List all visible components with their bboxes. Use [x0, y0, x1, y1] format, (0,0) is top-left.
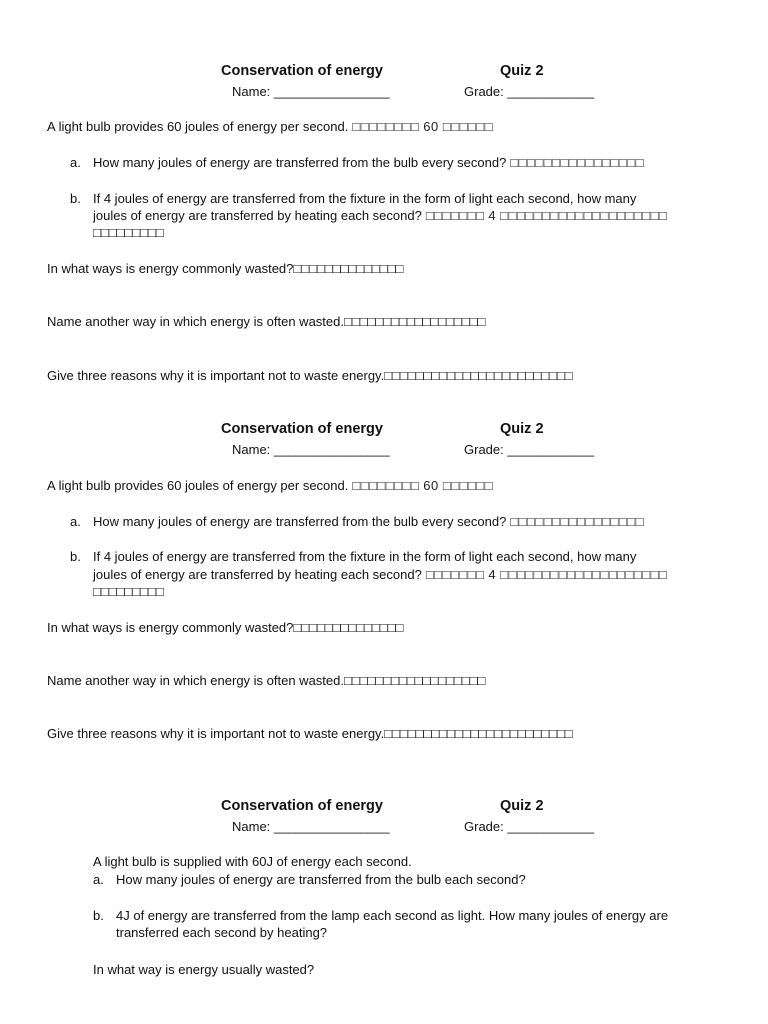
- grade-field[interactable]: Grade: ____________: [464, 442, 595, 457]
- question-b-line2: [93, 567, 667, 582]
- question-reasons-translation: □□□□□□□□□□□□□□□□□□□□□□□□: [384, 726, 573, 741]
- question-b-line2: [93, 208, 667, 223]
- question-b-text: joules of energy are transferred by heating each second?: [93, 567, 422, 582]
- question-b-line1: If 4 joules of energy are transferred from the fixture in the form of light each second, how many: [93, 549, 637, 564]
- question-a-translation: □□□□□□□□□□□□□□□□: [510, 514, 644, 529]
- intro-question: [47, 119, 493, 134]
- question-another-way: [47, 314, 485, 329]
- question-another-text: Name another way in which energy is often wasted.: [47, 314, 344, 329]
- question-a-text: How many joules of energy are transferred from the bulb every second?: [93, 514, 507, 529]
- question-reasons: [47, 726, 573, 741]
- quiz-title: Conservation of energy: [221, 798, 383, 814]
- question-b-text: joules of energy are transferred by heating each second?: [93, 208, 422, 223]
- question-a-letter: a.: [70, 155, 81, 170]
- question-another-way: [47, 673, 485, 688]
- question-a: [93, 514, 644, 529]
- question-a-letter: a.: [70, 514, 81, 529]
- quiz-number: Quiz 2: [500, 63, 544, 79]
- question-b-translation: □□□□□□□ 4 □□□□□□□□□□□□□□□□□□□□: [425, 208, 668, 223]
- name-field[interactable]: Name: ________________: [232, 819, 390, 834]
- question-b-line1: 4J of energy are transferred from the lamp each second as light. How many joules of energy are: [116, 908, 669, 923]
- question-waste-translation: □□□□□□□□□□□□□□: [293, 261, 404, 276]
- question-b-line1: If 4 joules of energy are transferred from the fixture in the form of light each second, how many: [93, 191, 637, 206]
- question-reasons-text: Give three reasons why it is important not to waste energy.: [47, 726, 385, 741]
- question-b-translation: □□□□□□□ 4 □□□□□□□□□□□□□□□□□□□□: [425, 567, 668, 582]
- question-waste: [47, 261, 403, 276]
- question-waste: [47, 620, 403, 635]
- question-a: [93, 155, 644, 170]
- question-b-letter: b.: [70, 549, 81, 564]
- name-field[interactable]: Name: ________________: [232, 84, 390, 99]
- question-another-text: Name another way in which energy is often wasted.: [47, 673, 344, 688]
- question-a-translation: □□□□□□□□□□□□□□□□: [510, 155, 644, 170]
- quiz-title: Conservation of energy: [221, 421, 383, 437]
- question-reasons-translation: □□□□□□□□□□□□□□□□□□□□□□□□: [384, 368, 573, 383]
- question-a-text: How many joules of energy are transferred from the bulb every second?: [93, 155, 507, 170]
- name-field[interactable]: Name: ________________: [232, 442, 390, 457]
- intro-text: A light bulb provides 60 joules of energy per second.: [47, 478, 349, 493]
- question-reasons: [47, 368, 573, 383]
- quiz-number: Quiz 2: [500, 798, 544, 814]
- grade-field[interactable]: Grade: ____________: [464, 84, 595, 99]
- intro-translation: □□□□□□□□ 60 □□□□□□: [352, 119, 493, 134]
- quiz-title: Conservation of energy: [221, 63, 383, 79]
- intro-question: [47, 478, 493, 493]
- question-a-letter: a.: [93, 872, 104, 887]
- question-waste-text: In what ways is energy commonly wasted?: [47, 620, 294, 635]
- question-another-translation: □□□□□□□□□□□□□□□□□□: [344, 673, 486, 688]
- intro-question: A light bulb is supplied with 60J of energy each second.: [93, 854, 412, 869]
- question-b-line2: transferred each second by heating?: [116, 925, 328, 940]
- question-waste-text: In what ways is energy commonly wasted?: [47, 261, 294, 276]
- intro-text: A light bulb provides 60 joules of energy per second.: [47, 119, 349, 134]
- question-another-translation: □□□□□□□□□□□□□□□□□□: [344, 314, 486, 329]
- question-b-letter: b.: [93, 908, 104, 923]
- question-b-line3: □□□□□□□□□: [93, 225, 164, 240]
- question-waste-translation: □□□□□□□□□□□□□□: [293, 620, 404, 635]
- quiz-number: Quiz 2: [500, 421, 544, 437]
- question-waste-text: In what way is energy usually wasted?: [93, 962, 315, 977]
- grade-field[interactable]: Grade: ____________: [464, 819, 595, 834]
- question-reasons-text: Give three reasons why it is important not to waste energy.: [47, 368, 385, 383]
- question-a-text: How many joules of energy are transferred from the bulb each second?: [116, 872, 526, 887]
- question-b-line3: □□□□□□□□□: [93, 584, 164, 599]
- intro-translation: □□□□□□□□ 60 □□□□□□: [352, 478, 493, 493]
- question-b-letter: b.: [70, 191, 81, 206]
